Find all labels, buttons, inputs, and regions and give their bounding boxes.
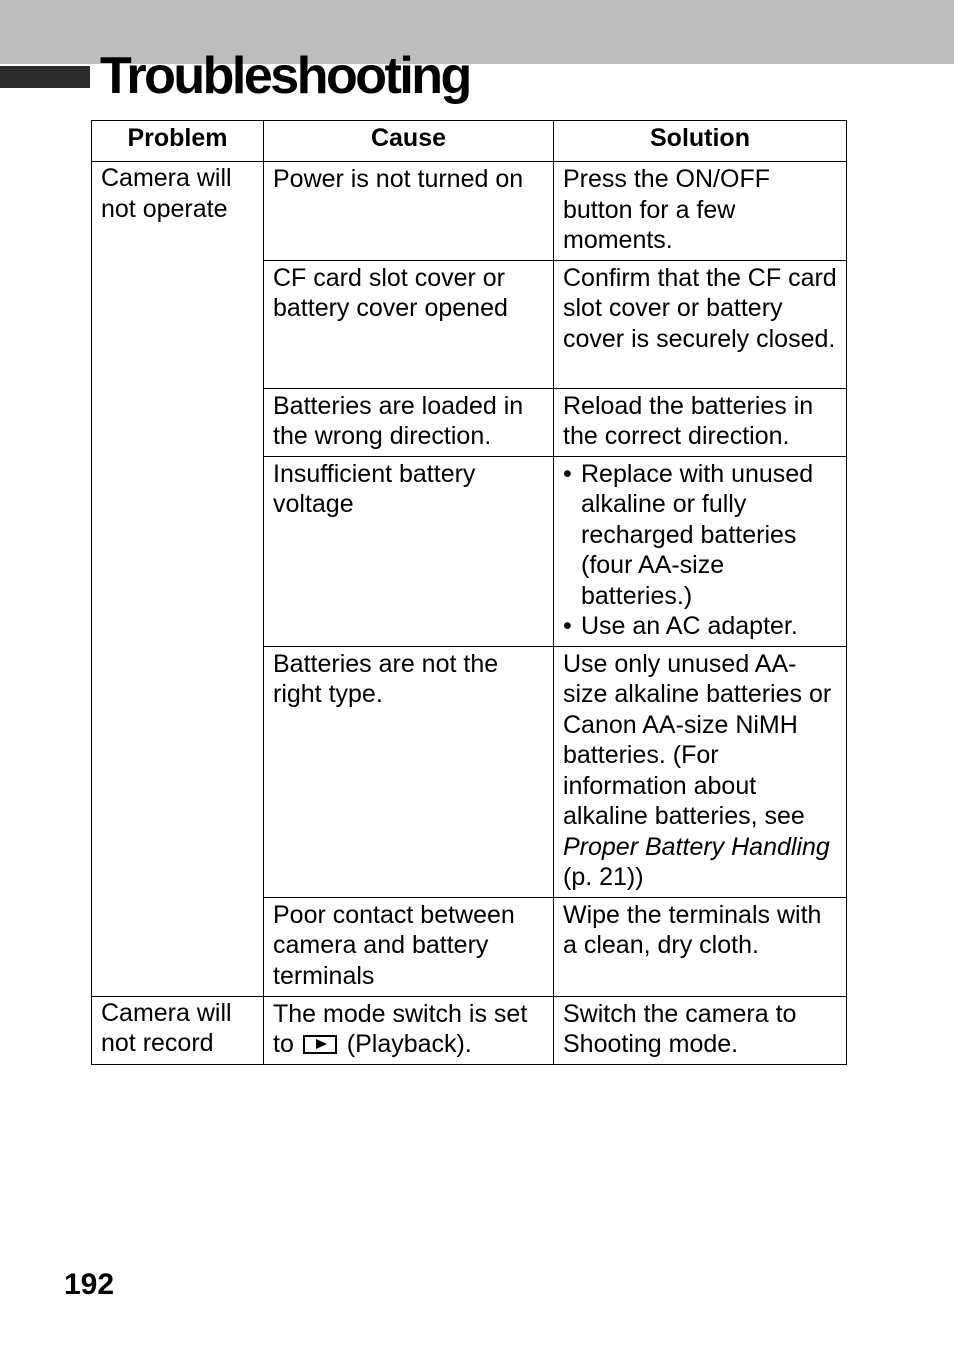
- solution-cell: Reload the batteries in the correct direction.: [554, 388, 847, 456]
- table-row: [92, 162, 847, 261]
- problem-cell: Camera will not record: [92, 996, 264, 1064]
- page-number: 192: [64, 1268, 115, 1301]
- solution-cell: [554, 646, 847, 897]
- bullet-glyph: •: [563, 612, 572, 640]
- cause-cell: Batteries are not the right type.: [264, 646, 554, 897]
- cross-reference: Proper Battery Handling: [563, 832, 830, 861]
- cause-text: The mode switch is set to: [273, 999, 528, 1058]
- solution-cell: Switch the camera to Shooting mode.: [554, 996, 847, 1064]
- bullet-text: Replace with unused alkaline or fully recharged batteries (four AA-size batteries.): [581, 459, 814, 610]
- header-solution: Solution: [554, 121, 847, 162]
- cause-cell: Batteries are loaded in the wrong direction.: [264, 388, 554, 456]
- solution-cell: Confirm that the CF card slot cover or battery cover is securely closed.: [554, 260, 847, 388]
- solution-cell: Press the ON/OFF button for a few moments.: [554, 162, 847, 261]
- cause-cell: Power is not turned on: [264, 162, 554, 261]
- cause-cell: CF card slot cover or battery cover opened: [264, 260, 554, 388]
- solution-text: Use only unused AA-size alkaline batteries or Canon AA-size NiMH batteries. (For information about alkaline batteries, see: [563, 649, 832, 830]
- list-item: [563, 611, 840, 642]
- title-accent-bar: [0, 66, 90, 88]
- cause-text-tail: (Playback).: [346, 1030, 472, 1058]
- solution-cell: [554, 456, 847, 646]
- troubleshooting-table: [91, 120, 847, 1065]
- table-row: [92, 996, 847, 1064]
- header-cause: Cause: [264, 121, 554, 162]
- bullet-glyph: •: [563, 459, 572, 488]
- list-item: [563, 459, 840, 612]
- playback-icon: [303, 1035, 337, 1054]
- page-reference: (p. 21)): [563, 863, 644, 891]
- solution-bullet-list: [563, 459, 840, 642]
- table-header-row: [92, 121, 847, 162]
- bullet-text: Use an AC adapter.: [581, 612, 798, 640]
- cause-cell: [264, 996, 554, 1064]
- solution-cell: Wipe the terminals with a clean, dry cloth.: [554, 897, 847, 996]
- cause-cell: Insufficient battery voltage: [264, 456, 554, 646]
- cause-cell: Poor contact between camera and battery terminals: [264, 897, 554, 996]
- header-problem: Problem: [92, 121, 264, 162]
- problem-cell: Camera will not operate: [92, 162, 264, 997]
- page-title: Troubleshooting: [100, 47, 470, 105]
